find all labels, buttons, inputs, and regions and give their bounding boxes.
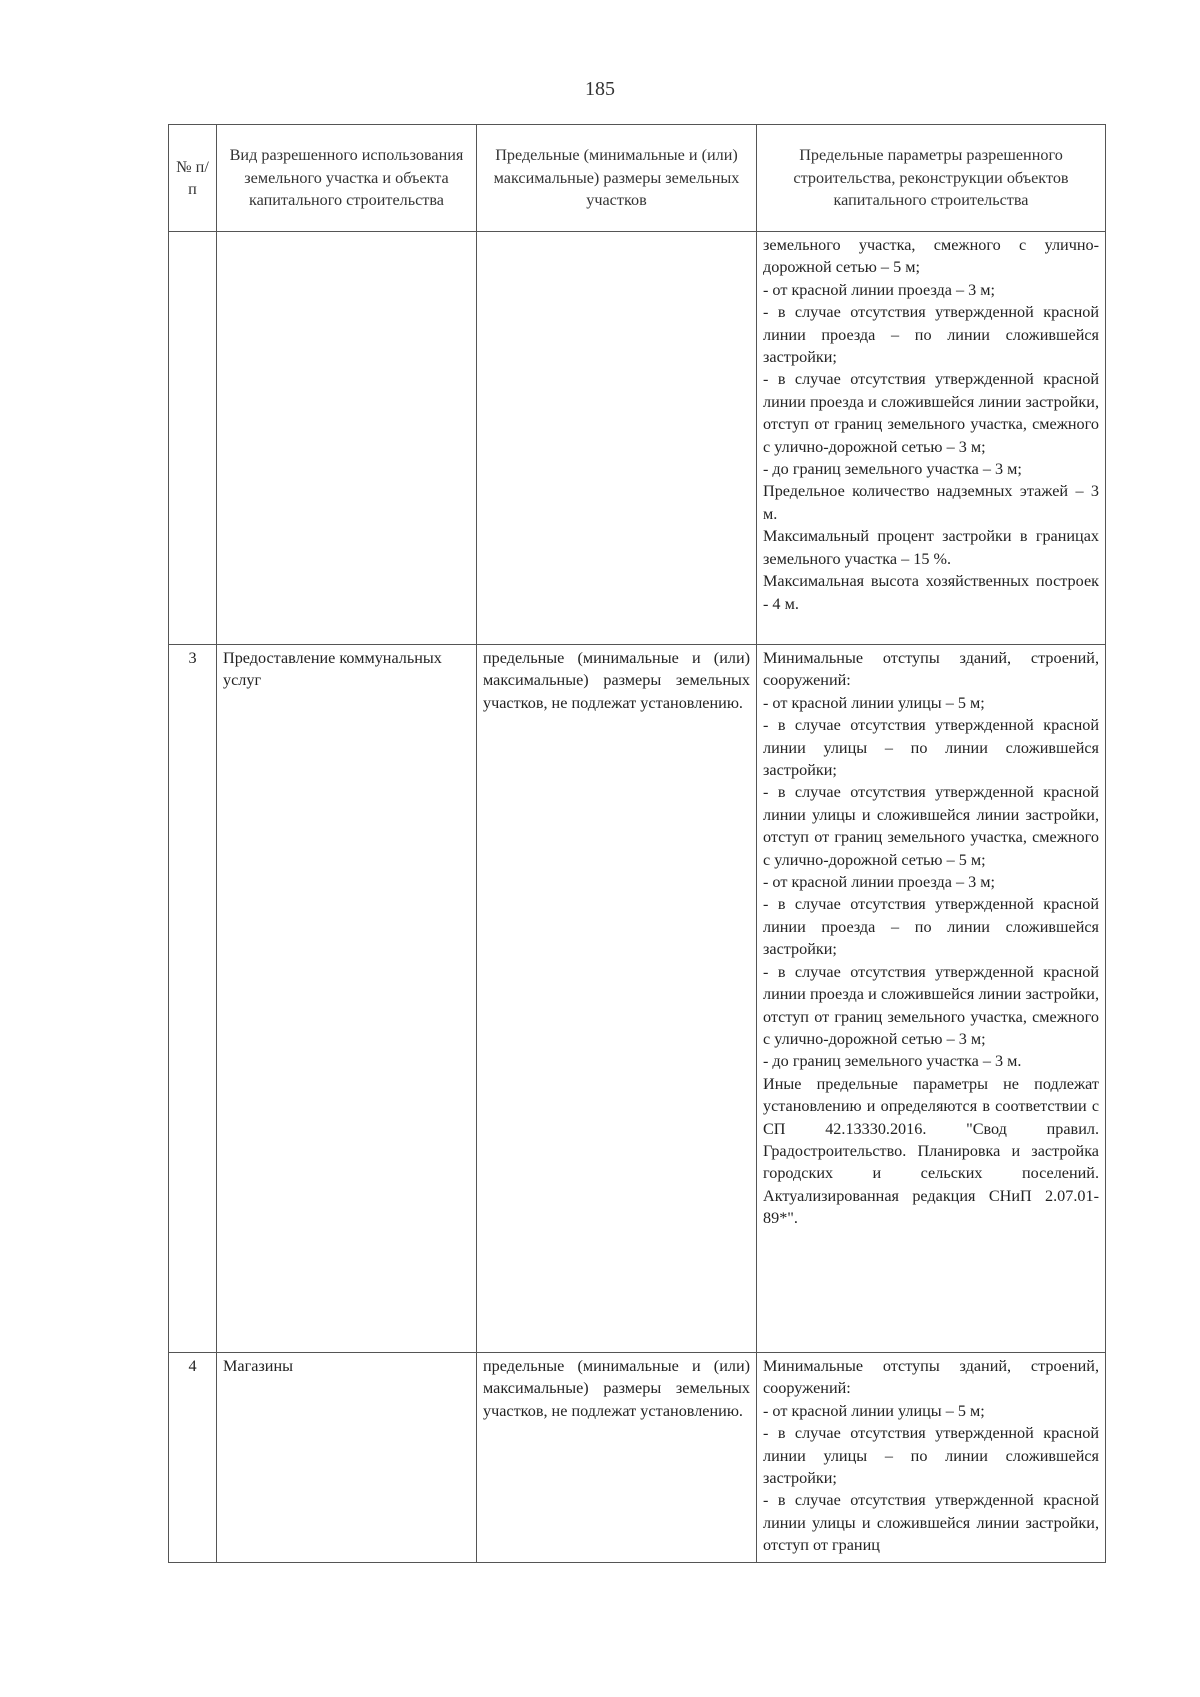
row-number: 3 (169, 645, 217, 1353)
parameter-line: - до границ земельного участка – 3 м; (763, 460, 1022, 479)
row-parameters (757, 1353, 1106, 1563)
parameter-line: Минимальные отступы зданий, строений, сооружений: (763, 1357, 1099, 1398)
row-plot-sizes: предельные (минимальные и (или) максимальные) размеры земельных участков, не подлежат установлению. (477, 1353, 757, 1563)
table-header-row (169, 125, 1106, 232)
parameter-line: Максимальный процент застройки в границах земельного участка – 15 %. (763, 527, 1099, 568)
regulations-table (168, 124, 1106, 1563)
parameter-line: - в случае отсутствия утвержденной красной линии улицы и сложившейся линии застройки, отступ от границ земельного участка, смежного с улично-дорожной сетью – 5 м; (763, 783, 1099, 869)
parameter-line: - в случае отсутствия утвержденной красной линии улицы – по линии сложившейся застройки; (763, 1424, 1099, 1488)
parameter-line: - в случае отсутствия утвержденной красной линии проезда – по линии сложившейся застройки; (763, 303, 1099, 367)
header-number: № п/п (169, 125, 217, 232)
parameter-line: - от красной линии проезда – 3 м; (763, 873, 996, 892)
parameter-line: Иные предельные параметры не подлежат установлению и определяются в соответствии с СП 42.13330.2016. "Свод правил. Градостроительство. Планировка и застройка городских и сельских поселений. Актуализированная редакция СНиП 2.07.01-89*". (763, 1074, 1099, 1228)
row-parameters (757, 232, 1106, 645)
parameter-line: - от красной линии улицы – 5 м; (763, 693, 985, 712)
row-permitted-use (217, 232, 477, 645)
parameter-line: Предельное количество надземных этажей – 3 м. (763, 482, 1099, 523)
page-number: 185 (585, 78, 615, 100)
row-permitted-use: Предоставление коммунальных услуг (217, 645, 477, 1353)
table-row (169, 232, 1106, 645)
row-plot-sizes: предельные (минимальные и (или) максимальные) размеры земельных участков, не подлежат установлению. (477, 645, 757, 1353)
header-permitted-use: Вид разрешенного использования земельного участка и объекта капитального строительства (217, 125, 477, 232)
parameter-line: - в случае отсутствия утвержденной красной линии улицы и сложившейся линии застройки, отступ от границ (763, 1491, 1099, 1555)
row-parameters (757, 645, 1106, 1353)
parameter-line: - в случае отсутствия утвержденной красной линии проезда и сложившейся линии застройки, отступ от границ земельного участка, смежного с улично-дорожной сетью – 3 м; (763, 370, 1099, 456)
row-number: 4 (169, 1353, 217, 1563)
parameter-line: Минимальные отступы зданий, строений, сооружений: (763, 649, 1099, 690)
header-plot-sizes: Предельные (минимальные и (или) максимальные) размеры земельных участков (477, 125, 757, 232)
parameter-line: - в случае отсутствия утвержденной красной линии проезда – по линии сложившейся застройки; (763, 895, 1099, 959)
parameter-line: - от красной линии улицы – 5 м; (763, 1401, 985, 1420)
header-construction-parameters: Предельные параметры разрешенного строительства, реконструкции объектов капитального строительства (757, 125, 1106, 232)
table-row (169, 1353, 1106, 1563)
parameter-line: - в случае отсутствия утвержденной красной линии улицы – по линии сложившейся застройки; (763, 716, 1099, 780)
row-permitted-use: Магазины (217, 1353, 477, 1563)
parameter-line: Максимальная высота хозяйственных построек - 4 м. (763, 572, 1099, 613)
parameter-line: - от красной линии проезда – 3 м; (763, 280, 996, 299)
table-row (169, 645, 1106, 1353)
parameter-line: - до границ земельного участка – 3 м. (763, 1052, 1022, 1071)
row-plot-sizes (477, 232, 757, 645)
row-number (169, 232, 217, 645)
parameter-line: - в случае отсутствия утвержденной красной линии проезда и сложившейся линии застройки, отступ от границ земельного участка, смежного с улично-дорожной сетью – 3 м; (763, 962, 1099, 1048)
parameter-line: земельного участка, смежного с улично-дорожной сетью – 5 м; (763, 236, 1099, 277)
